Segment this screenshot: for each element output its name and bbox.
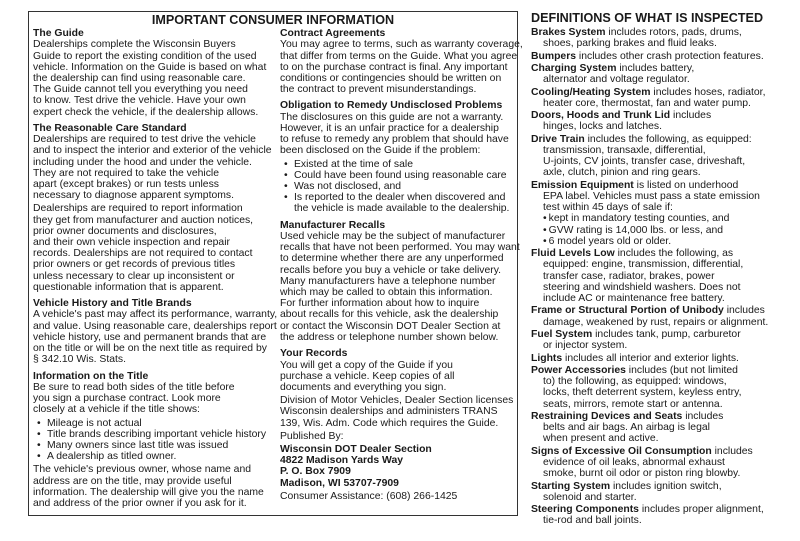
text-line: Many manufacturers have a telephone number xyxy=(280,275,496,287)
text-line: recalls before you buy a vehicle or take delivery. xyxy=(280,264,502,276)
definition-item xyxy=(531,504,796,526)
definition-term: Emission Equipment xyxy=(531,179,634,191)
text-line: 4822 Madison Yards Way xyxy=(280,455,404,467)
definition-item xyxy=(531,305,796,327)
definition-first-line xyxy=(531,248,796,259)
definition-term: Cooling/Heating System xyxy=(531,86,651,98)
paragraph xyxy=(33,309,278,365)
section xyxy=(280,100,518,214)
definition-term: Fluid Levels Low xyxy=(531,248,615,260)
definition-first-line xyxy=(531,180,796,191)
text-line: questionable information that is apparent. xyxy=(33,281,224,293)
definition-term: Steering Components xyxy=(531,504,639,516)
definition-term: Doors, Hoods and Trunk Lid xyxy=(531,110,671,122)
section xyxy=(280,220,518,343)
definition-first-line xyxy=(531,446,796,457)
definition-text: includes all interior and exterior lights. xyxy=(562,352,739,364)
definition-item xyxy=(531,365,796,410)
definition-continuation: transmission, transaxle, differential, xyxy=(543,144,706,156)
text-line: closely at a vehicle if the title shows: xyxy=(33,404,200,416)
definition-continuation: hinges, locks and latches. xyxy=(543,121,662,133)
definition-text: is listed on underhood xyxy=(633,179,739,191)
definition-term: Bumpers xyxy=(531,50,577,62)
definition-text: includes xyxy=(723,305,765,317)
definition-item xyxy=(531,446,796,480)
bullet-item: • Was not disclosed, and xyxy=(284,181,518,192)
definition-bullet: • 6 model years old or older. xyxy=(531,236,796,247)
bullet-item: • Mileage is not actual xyxy=(37,418,278,429)
paragraph xyxy=(33,464,278,509)
definition-continuation: damage, weakened by rust, repairs or alignment. xyxy=(543,316,769,328)
definition-first-line xyxy=(531,353,796,364)
definition-text: includes xyxy=(682,410,724,422)
definition-continuation: or injector system. xyxy=(543,340,628,352)
text-line: They are not required to take the vehicle xyxy=(33,167,219,179)
text-line: conditions or contingencies should be written on xyxy=(280,73,502,85)
definition-item xyxy=(531,353,796,364)
text-line: and address of the prior owner if you ask for it. xyxy=(33,497,247,509)
bullet-item: • Many owners since last title was issued xyxy=(37,440,278,451)
definition-first-line xyxy=(531,134,796,145)
text-line: or contact the Wisconsin DOT Dealer Section at xyxy=(280,320,501,332)
text-line: Published By: xyxy=(280,430,344,442)
bullet-item-continuation: the vehicle is made available to the dealership. xyxy=(294,203,510,215)
definition-text: includes battery, xyxy=(616,62,695,74)
text-line: Wisconsin dealerships and administers TRANS xyxy=(280,406,498,418)
text-line: and their own vehicle inspection and repair xyxy=(33,237,230,249)
text-line: on the title or will be on the next title as required by xyxy=(33,343,267,355)
section-heading: Your Records xyxy=(280,348,348,360)
definition-first-line xyxy=(531,411,796,422)
section-heading: Obligation to Remedy Undisclosed Problems xyxy=(280,100,503,112)
definition-continuation: alternator and voltage regulator. xyxy=(543,74,690,86)
definition-first-line xyxy=(531,27,796,38)
definition-continuation: transfer case, radiator, brakes, power xyxy=(543,270,715,282)
definition-item xyxy=(531,329,796,351)
text-line: Wisconsin DOT Dealer Section xyxy=(280,443,432,455)
consumer-information-title: IMPORTANT CONSUMER INFORMATION xyxy=(151,13,395,27)
definition-item xyxy=(531,180,796,247)
section xyxy=(280,28,523,96)
text-line: to on the purchase contract is final. Any important xyxy=(280,61,508,73)
definition-bullet: • GVW rating is 14,000 lbs. or less, and xyxy=(531,225,796,236)
text-line: Used vehicle may be the subject of manufacturer xyxy=(280,231,506,243)
paragraph xyxy=(33,382,278,416)
text-line: Consumer Assistance: (608) 266-1425 xyxy=(280,490,458,502)
text-line: However, it is an unfair practice for a dealership xyxy=(280,123,499,135)
paragraph xyxy=(280,112,518,157)
text-line: The vehicle's previous owner, whose name and xyxy=(33,464,251,476)
definition-first-line xyxy=(531,365,796,376)
text-line: For further information about how to inquire xyxy=(280,298,480,310)
definition-continuation: equipped: engine, transmission, differential, xyxy=(543,259,744,271)
text-line: Guide to report the existing condition of the used xyxy=(33,50,257,62)
text-line: Division of Motor Vehicles, Dealer Section licenses xyxy=(280,395,514,407)
definitions-list xyxy=(531,27,796,527)
text-line: You may agree to terms, such as warranty coverage, xyxy=(280,39,523,51)
definition-first-line xyxy=(531,504,796,515)
definition-continuation: test within 45 days of sale if: xyxy=(543,202,673,214)
definition-continuation: seats, mirrors, remote start or antenna. xyxy=(543,398,723,410)
definition-continuation: U-joints, CV joints, transfer case, driveshaft, xyxy=(543,156,746,168)
definition-text: includes proper alignment, xyxy=(638,504,764,516)
middle-column xyxy=(280,28,523,507)
text-line: which may be called to obtain this information. xyxy=(280,287,493,299)
definition-first-line xyxy=(531,87,796,98)
text-line: been disclosed on the Guide if the problem: xyxy=(280,145,481,157)
definition-first-line xyxy=(531,481,796,492)
section-heading: The Reasonable Care Standard xyxy=(33,122,187,134)
text-line: vehicle history, use and permanent brands that are xyxy=(33,331,267,343)
bullet-item: • Existed at the time of sale xyxy=(284,159,518,170)
definition-continuation: EPA label. Vehicles must pass a state emission xyxy=(543,190,760,202)
definition-term: Signs of Excessive Oil Consumption xyxy=(531,445,712,457)
definition-continuation: steering and windshield washers. Does not xyxy=(543,281,741,293)
text-line: documents and everything you sign. xyxy=(280,381,447,393)
definition-text: includes ignition switch, xyxy=(610,480,722,492)
section xyxy=(33,298,278,365)
text-line: The disclosures on this guide are not a warranty. xyxy=(280,111,504,123)
text-line: to refuse to remedy any problem that should have xyxy=(280,134,509,146)
definition-text: includes tank, pump, carburetor xyxy=(592,328,741,340)
definition-text: includes other crash protection features. xyxy=(576,50,764,62)
section xyxy=(33,123,278,293)
definition-first-line xyxy=(531,51,796,62)
bullet-item: • Title brands describing important vehicle history xyxy=(37,429,278,440)
definition-term: Drive Train xyxy=(531,133,585,145)
definition-first-line xyxy=(531,329,796,340)
definition-term: Restraining Devices and Seats xyxy=(531,410,683,422)
bullet-item: • A dealership as titled owner. xyxy=(37,451,278,462)
text-line: the dealership can find using reasonable care. xyxy=(33,73,246,85)
bullet-item: • Is reported to the dealer when discovered and xyxy=(284,192,518,203)
bullet-item: • Could have been found using reasonable care xyxy=(284,170,518,181)
section-heading: The Guide xyxy=(33,28,84,39)
section xyxy=(33,28,278,118)
definition-text: includes the following, as xyxy=(614,248,734,260)
text-line: P. O. Box 7909 xyxy=(280,466,351,478)
section-heading: Information on the Title xyxy=(33,370,149,382)
definition-term: Fuel System xyxy=(531,328,593,340)
text-line: that differ from terms on the Guide. What you agree xyxy=(280,50,518,62)
paragraph xyxy=(280,491,518,502)
paragraph xyxy=(33,203,278,293)
text-line: recalls that have not been performed. You may want xyxy=(280,242,520,254)
definition-continuation: locks, theft deterrent system, keyless entry, xyxy=(543,387,742,399)
definition-continuation: smoke, burnt oil odor or piston ring blowby. xyxy=(543,468,741,480)
definition-continuation: shoes, parking brakes and fluid leaks. xyxy=(543,38,717,50)
paragraph xyxy=(280,431,518,442)
definition-continuation: axle, clutch, pinion and ring gears. xyxy=(543,167,701,179)
definition-item xyxy=(531,27,796,49)
definition-continuation: to) the following, as equipped: windows, xyxy=(543,376,727,388)
text-line: The Guide cannot tell you everything you need xyxy=(33,84,248,96)
text-line: expert check the vehicle, if the dealership allows. xyxy=(33,106,259,118)
definition-item xyxy=(531,51,796,62)
consumer-information-box xyxy=(28,11,523,516)
definition-term: Power Accessories xyxy=(531,364,626,376)
text-line: records. Dealerships are not required to contact xyxy=(33,248,253,260)
text-line: § 342.10 Wis. Stats. xyxy=(33,354,126,366)
definition-first-line xyxy=(531,110,796,121)
definition-text: includes rotors, pads, drums, xyxy=(605,27,742,38)
text-line: address are on the title, may provide useful xyxy=(33,475,232,487)
paragraph xyxy=(33,39,278,117)
bullet-list xyxy=(33,418,278,463)
text-line: Madison, WI 53707-7909 xyxy=(280,477,399,489)
text-line: prior owner documents and disclosures, xyxy=(33,225,217,237)
definition-continuation: tie-rod and ball joints. xyxy=(543,515,642,527)
text-line: the address or telephone number shown below. xyxy=(280,331,499,343)
definition-bullet: • kept in mandatory testing counties, and xyxy=(531,213,796,224)
definition-item xyxy=(531,110,796,132)
definition-text: includes xyxy=(670,110,712,122)
definition-text: includes xyxy=(711,445,753,457)
definition-term: Charging System xyxy=(531,62,617,74)
definition-term: Brakes System xyxy=(531,27,606,38)
definition-term: Starting System xyxy=(531,480,611,492)
text-line: Dealerships are required to report information xyxy=(33,203,243,215)
section xyxy=(280,348,518,502)
text-line: purchase a vehicle. Keep copies of all xyxy=(280,370,455,382)
text-line: to know. Test drive the vehicle. Have your own xyxy=(33,95,246,107)
paragraph xyxy=(33,134,278,201)
text-line: apart (except brakes) or run tests unless xyxy=(33,179,219,191)
text-line: and value. Using reasonable care, dealerships report xyxy=(33,320,277,332)
definition-item xyxy=(531,87,796,109)
definition-item xyxy=(531,481,796,503)
text-line: necessary to diagnose apparent symptoms. xyxy=(33,190,234,202)
definitions-title: DEFINITIONS OF WHAT IS INSPECTED xyxy=(531,11,764,25)
definition-text: includes (but not limited xyxy=(625,364,738,376)
definition-item xyxy=(531,411,796,445)
definition-item xyxy=(531,248,796,304)
definition-item xyxy=(531,63,796,85)
text-line: the contract to prevent misunderstandings. xyxy=(280,84,477,96)
text-line: A vehicle's past may affect its performance, warranty, xyxy=(33,309,278,321)
definition-text: includes the following, as equipped: xyxy=(584,133,752,145)
text-line: to determine whether there are any unperformed xyxy=(280,253,504,265)
definition-first-line xyxy=(531,305,796,316)
section-heading: Contract Agreements xyxy=(280,28,386,39)
section xyxy=(33,371,278,510)
text-line: vehicle. Information on the Guide is based on what xyxy=(33,61,267,73)
text-line: prior owners or get records of previous titles xyxy=(33,259,236,271)
text-line: and to inspect the interior and exterior of the vehicle xyxy=(33,145,272,157)
text-line: information. The dealership will give you the name xyxy=(33,486,264,498)
address-block xyxy=(280,444,518,489)
bullet-list xyxy=(280,159,518,215)
text-line: 139, Wis. Adm. Code which requires the Guide. xyxy=(280,417,499,429)
definition-continuation: heater core, thermostat, fan and water pump. xyxy=(543,97,751,109)
definition-item xyxy=(531,134,796,179)
text-line: Dealerships complete the Wisconsin Buyers xyxy=(33,39,236,51)
definition-continuation: solenoid and starter. xyxy=(543,491,637,503)
definitions-panel xyxy=(531,11,796,528)
text-line: Be sure to read both sides of the title before xyxy=(33,381,235,393)
paragraph xyxy=(280,395,518,429)
definition-continuation: evidence of oil leaks, abnormal exhaust xyxy=(543,456,725,468)
text-line: about recalls for this vehicle, ask the dealership xyxy=(280,309,499,321)
text-line: including under the hood and under the vehicle. xyxy=(33,156,252,168)
paragraph xyxy=(280,39,523,96)
definition-term: Frame or Structural Portion of Unibody xyxy=(531,305,724,317)
text-line: you sign a purchase contract. Look more xyxy=(33,393,221,405)
definition-continuation: belts and air bags. An airbag is legal xyxy=(543,422,710,434)
text-line: Dealerships are required to test drive the vehicle xyxy=(33,134,256,146)
text-line: they get from manufacturer and auction notices, xyxy=(33,214,254,226)
section-heading: Manufacturer Recalls xyxy=(280,219,386,231)
text-line: unless necessary to clear up inconsistent or xyxy=(33,270,235,282)
paragraph xyxy=(280,231,518,343)
paragraph xyxy=(280,360,518,394)
left-column xyxy=(33,28,278,514)
definition-continuation: when present and active. xyxy=(543,433,659,445)
text-line: You will get a copy of the Guide if you xyxy=(280,359,453,371)
definition-continuation: include AC or maintenance free battery. xyxy=(543,292,725,304)
definition-text: includes hoses, radiator, xyxy=(650,86,766,98)
definition-first-line xyxy=(531,63,796,74)
section-heading: Vehicle History and Title Brands xyxy=(33,298,192,310)
definition-term: Lights xyxy=(531,352,563,364)
